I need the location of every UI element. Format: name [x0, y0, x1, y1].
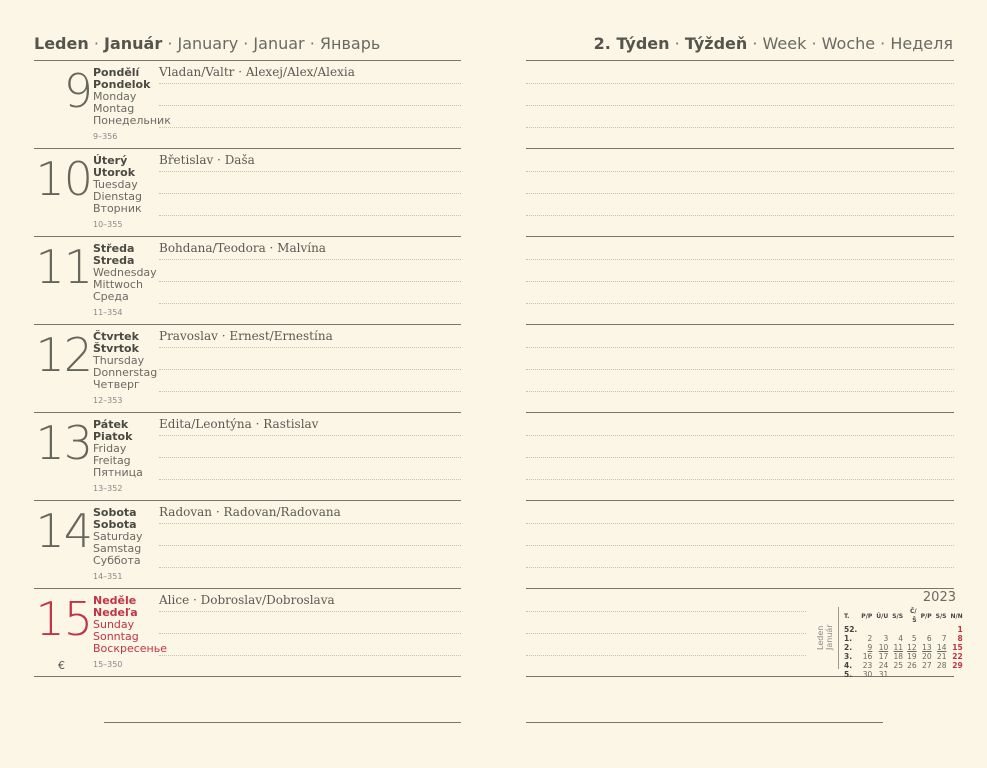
calendar-weekday-header: P/P: [861, 612, 873, 620]
week-cz: 2. Týden: [593, 34, 670, 53]
day-separator: [34, 676, 461, 677]
calendar-day: 13: [922, 643, 932, 652]
calendar-day: 23: [862, 661, 873, 670]
day-separator: [34, 148, 461, 149]
writing-line: [159, 567, 461, 568]
day-separator: [526, 412, 954, 413]
calendar-month-labels: [816, 606, 834, 666]
writing-line: [159, 105, 461, 106]
calendar-day: 17: [878, 652, 889, 661]
calendar-day: 10: [878, 643, 889, 652]
calendar-year: 2023: [922, 590, 956, 605]
writing-line: [159, 655, 461, 656]
calendar-day: 28: [936, 661, 947, 670]
divider: [526, 60, 954, 61]
day-of-year: 10–355: [93, 220, 123, 229]
calendar-day: 6: [926, 634, 932, 643]
day-of-year: 15–350: [93, 660, 123, 669]
calendar-week-row: [842, 652, 965, 661]
writing-line: [526, 611, 806, 612]
name-day: Radovan · Radovan/Radovana: [159, 505, 341, 519]
writing-line: [526, 633, 806, 634]
day-name-de: Freitag: [93, 454, 131, 467]
day-separator: [34, 588, 461, 589]
writing-line: [159, 127, 461, 128]
day-number: 12: [35, 328, 92, 382]
calendar-day: 3: [883, 634, 889, 643]
calendar-weekday-header: Č/Š: [910, 608, 917, 624]
calendar-day: [905, 670, 919, 679]
day-name-de: Montag: [93, 102, 135, 115]
month-cz: Leden: [34, 34, 89, 53]
calendar-day: [934, 670, 949, 679]
day-number: 11: [35, 240, 92, 294]
name-day: Vladan/Valtr · Alexej/Alex/Alexia: [159, 65, 355, 79]
writing-line: [526, 215, 954, 216]
calendar-day: 4: [898, 634, 904, 643]
calendar-day: 7: [941, 634, 947, 643]
day-separator: [526, 588, 954, 589]
calendar-week-number: 2.: [844, 643, 853, 652]
page-header-month: Leden · Január · January · Januar · Январь: [34, 34, 381, 53]
day-name-sk: Streda: [93, 254, 135, 267]
day-of-year: 11–354: [93, 308, 123, 317]
calendar-day: [934, 625, 949, 634]
calendar-day: 2: [867, 634, 873, 643]
day-number: 14: [35, 504, 92, 558]
day-separator: [526, 236, 954, 237]
calendar-day: 19: [907, 652, 917, 661]
writing-line: [526, 83, 954, 84]
day-name-sk: Piatok: [93, 430, 133, 443]
week-en: Week: [762, 34, 807, 53]
day-name-en: Thursday: [93, 354, 145, 367]
calendar-day: [919, 625, 934, 634]
calendar-day: 31: [878, 670, 889, 679]
day-separator: [34, 412, 461, 413]
calendar-week-number: 52.: [844, 625, 858, 634]
calendar-day: 1: [957, 625, 963, 634]
day-name-cz: Středa: [93, 242, 135, 255]
writing-line: [159, 523, 461, 524]
footer-line: [104, 722, 461, 723]
writing-line: [159, 479, 461, 480]
calendar-day: 24: [878, 661, 889, 670]
writing-line: [159, 457, 461, 458]
day-of-year: 13–352: [93, 484, 123, 493]
calendar-day: 11: [893, 643, 904, 652]
day-names: [93, 155, 142, 231]
calendar-day: 27: [922, 661, 932, 670]
day-of-year: 9–356: [93, 132, 118, 141]
month-ru: Январь: [319, 34, 381, 53]
day-of-year: 14–351: [93, 572, 123, 581]
day-names: [93, 243, 157, 319]
writing-line: [159, 215, 461, 216]
month-sk: Január: [104, 34, 163, 53]
writing-line: [526, 391, 954, 392]
calendar-day: [890, 625, 905, 634]
day-name-ru: Воскресенье: [93, 642, 167, 655]
writing-line: [526, 281, 954, 282]
day-name-sk: Utorok: [93, 166, 136, 179]
calendar-day: 16: [862, 652, 873, 661]
writing-line: [526, 193, 954, 194]
day-name-ru: Суббота: [93, 554, 141, 567]
name-day: Pravoslav · Ernest/Ernestína: [159, 329, 333, 343]
writing-line: [159, 83, 461, 84]
writing-line: [159, 391, 461, 392]
day-name-ru: Четверг: [93, 378, 140, 391]
calendar-day: [859, 625, 874, 634]
day-names: [93, 331, 157, 407]
writing-line: [159, 435, 461, 436]
writing-line: [159, 347, 461, 348]
day-names: [93, 595, 167, 671]
calendar-weekday-header: S/S: [892, 612, 904, 620]
writing-line: [159, 303, 461, 304]
name-day: Bohdana/Teodora · Malvína: [159, 241, 326, 255]
week-de: Woche: [821, 34, 876, 53]
writing-line: [159, 545, 461, 546]
calendar-weekday-header: Ú/U: [876, 612, 889, 620]
page-header-week: 2. Týden · Týždeň · Week · Woche · Неделя: [593, 34, 953, 53]
writing-line: [526, 545, 954, 546]
day-name-de: Donnerstag: [93, 366, 158, 379]
day-number: 9: [63, 64, 92, 118]
writing-line: [526, 655, 806, 656]
calendar-day: 15: [952, 643, 963, 652]
day-name-ru: Пятница: [93, 466, 143, 479]
calendar-day: 22: [952, 652, 963, 661]
calendar-week-row: [842, 661, 965, 670]
writing-line: [159, 369, 461, 370]
calendar-weekday-header: N/N: [950, 612, 963, 620]
calendar-weekday-header: P/P: [920, 612, 932, 620]
calendar-week-number: 3.: [844, 652, 853, 661]
calendar-week-number: 1.: [844, 634, 853, 643]
day-separator: [34, 236, 461, 237]
writing-line: [159, 611, 461, 612]
day-name-en: Friday: [93, 442, 127, 455]
calendar-day: 8: [957, 634, 963, 643]
writing-line: [526, 105, 954, 106]
calendar-day: [874, 625, 890, 634]
day-name-en: Saturday: [93, 530, 143, 543]
day-name-de: Dienstag: [93, 190, 143, 203]
day-name-en: Monday: [93, 90, 137, 103]
day-names: [93, 419, 143, 495]
day-name-ru: Среда: [93, 290, 129, 303]
calendar-day: 9: [867, 643, 873, 652]
calendar-month-cz: Leden: [816, 625, 825, 650]
calendar-week-row: [842, 625, 965, 634]
writing-line: [526, 369, 954, 370]
day-name-de: Samstag: [93, 542, 142, 555]
day-separator: [34, 500, 461, 501]
day-separator: [34, 324, 461, 325]
writing-line: [526, 303, 954, 304]
day-separator: [526, 500, 954, 501]
month-de: Januar: [253, 34, 305, 53]
day-name-en: Wednesday: [93, 266, 157, 279]
day-separator: [526, 148, 954, 149]
month-en: January: [177, 34, 239, 53]
calendar-day: 20: [922, 652, 932, 661]
calendar-day: 21: [936, 652, 947, 661]
writing-line: [159, 171, 461, 172]
calendar-week-number: 4.: [844, 661, 853, 670]
writing-line: [526, 567, 954, 568]
day-separator: [526, 324, 954, 325]
day-number: 10: [35, 152, 92, 206]
calendar-day: 30: [862, 670, 873, 679]
calendar-day: 14: [936, 643, 947, 652]
day-name-de: Mittwoch: [93, 278, 143, 291]
day-name-sk: Nedeľa: [93, 606, 138, 619]
day-name-cz: Pondělí: [93, 66, 140, 79]
writing-line: [159, 259, 461, 260]
calendar-grid: [842, 607, 965, 679]
calendar-day: [890, 670, 905, 679]
day-name-sk: Sobota: [93, 518, 137, 531]
day-name-sk: Štvrtok: [93, 342, 139, 355]
day-name-ru: Вторник: [93, 202, 142, 215]
day-number: 13: [35, 416, 92, 470]
logo-icon: €: [58, 659, 65, 672]
day-name-sk: Pondelok: [93, 78, 151, 91]
calendar-weekday-header: S/S: [935, 612, 947, 620]
calendar-day: 5: [911, 634, 917, 643]
writing-line: [526, 347, 954, 348]
week-ru: Неделя: [890, 34, 953, 53]
day-name-ru: Понедельник: [93, 114, 171, 127]
writing-line: [526, 523, 954, 524]
mini-calendar: [816, 590, 963, 679]
calendar-day: [905, 625, 919, 634]
calendar-week-row: [842, 643, 965, 652]
calendar-month-sk: Január: [825, 624, 834, 650]
day-name-cz: Sobota: [93, 506, 137, 519]
calendar-day: 25: [893, 661, 904, 670]
footer-line: [526, 722, 883, 723]
day-of-year: 12–353: [93, 396, 123, 405]
writing-line: [526, 479, 954, 480]
calendar-week-number: 5.: [844, 670, 853, 679]
writing-line: [526, 457, 954, 458]
name-day: Břetislav · Daša: [159, 153, 255, 167]
calendar-day: 18: [893, 652, 904, 661]
writing-line: [159, 633, 461, 634]
calendar-weekday-header: T.: [844, 612, 850, 620]
name-day: Alice · Dobroslav/Dobroslava: [159, 593, 335, 607]
calendar-header-row: [842, 607, 965, 625]
day-name-en: Tuesday: [93, 178, 138, 191]
writing-line: [526, 127, 954, 128]
calendar-week-row: [842, 634, 965, 643]
day-name-cz: Úterý: [93, 154, 128, 167]
day-names: [93, 507, 143, 583]
week-sk: Týždeň: [684, 34, 748, 53]
writing-line: [526, 435, 954, 436]
calendar-day: 29: [952, 661, 963, 670]
writing-line: [159, 193, 461, 194]
writing-line: [526, 171, 954, 172]
name-day: Edita/Leontýna · Rastislav: [159, 417, 319, 431]
calendar-day: [919, 670, 934, 679]
day-number: 15: [35, 592, 92, 646]
day-name-cz: Neděle: [93, 594, 137, 607]
calendar-day: [948, 670, 964, 679]
calendar-day: 12: [907, 643, 917, 652]
day-name-de: Sonntag: [93, 630, 139, 643]
day-name-en: Sunday: [93, 618, 135, 631]
writing-line: [526, 259, 954, 260]
writing-line: [159, 281, 461, 282]
calendar-divider: [838, 607, 839, 669]
calendar-week-row: [842, 670, 965, 679]
day-name-cz: Pátek: [93, 418, 129, 431]
calendar-day: 26: [907, 661, 917, 670]
day-name-cz: Čtvrtek: [93, 330, 139, 343]
